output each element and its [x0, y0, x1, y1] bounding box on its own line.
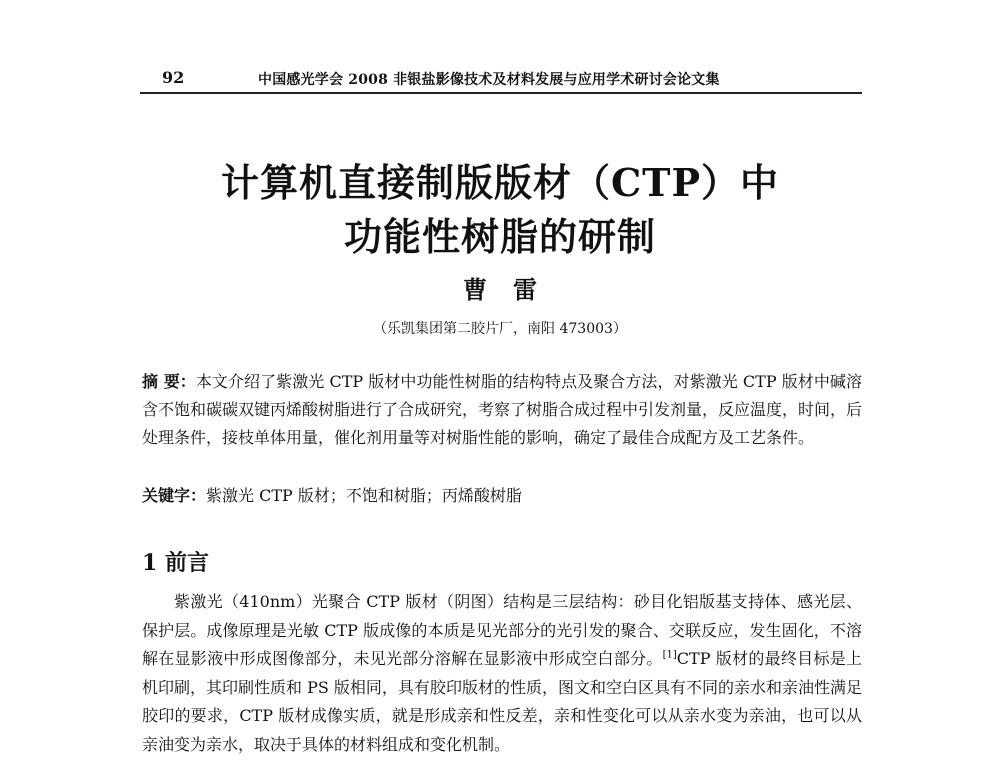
abstract-text: 本文介绍了紫激光 CTP 版材中功能性树脂的结构特点及聚合方法，对紫激光 CTP 版材中碱溶含不饱和碳碳双键丙烯酸树脂进行了合成研究，考察了树脂合成过程中引发剂量，反应温度，时间，后处理条件，接枝单体用量，催化剂用量等对树脂性能的影响，确定了最佳合成配方及工艺条件。	[142, 372, 863, 447]
citation-marker: [1]	[662, 649, 677, 661]
section-heading: 1 前言	[142, 550, 209, 576]
paper-title-line-2: 功能性树脂的研制	[343, 214, 656, 259]
author-name: 曹雷	[463, 275, 563, 304]
running-header	[140, 66, 862, 94]
body-text-part-1: 紫激光（410nm）光聚合 CTP 版材（阴图）结构是三层结构：砂目化铝版基支持体、感光层、保护层。成像原理是光敏 CTP 版成像的本质是见光部分的光引发的聚合、交联反应，发生固化，不溶解在显影液中形成图像部分，未见光部分溶解在显影液中形成空白部分。	[142, 592, 862, 668]
journal-title: 中国感光学会 2008 非银盐影像技术及材料发展与应用学术研讨会论文集	[258, 72, 720, 88]
keywords-label: 关键字：	[142, 486, 207, 505]
abstract-label: 摘 要：	[142, 372, 196, 391]
body-paragraph	[142, 588, 862, 759]
abstract	[142, 368, 862, 452]
page-number: 92	[162, 68, 185, 87]
paper-title-line-1: 计算机直接制版版材（CTP）中	[220, 160, 780, 205]
author-affiliation: （乐凯集团第二胶片厂，南阳 473003）	[373, 321, 627, 337]
keywords-text: 紫激光 CTP 版材；不饱和树脂；丙烯酸树脂	[206, 486, 522, 505]
body-text-part-2: CTP 版材的最终目标是上机印刷，其印刷性质和 PS 版相同，具有胶印版材的性质，图文和空白区具有不同的亲水和亲油性满足胶印的要求，CTP 版材成像实质，就是形成亲和性反差，亲和性变化可以从亲水变为亲油，也可以从亲油变为亲水，取决于具体的材料组成和变化机制。	[142, 649, 862, 754]
keywords	[142, 482, 862, 510]
